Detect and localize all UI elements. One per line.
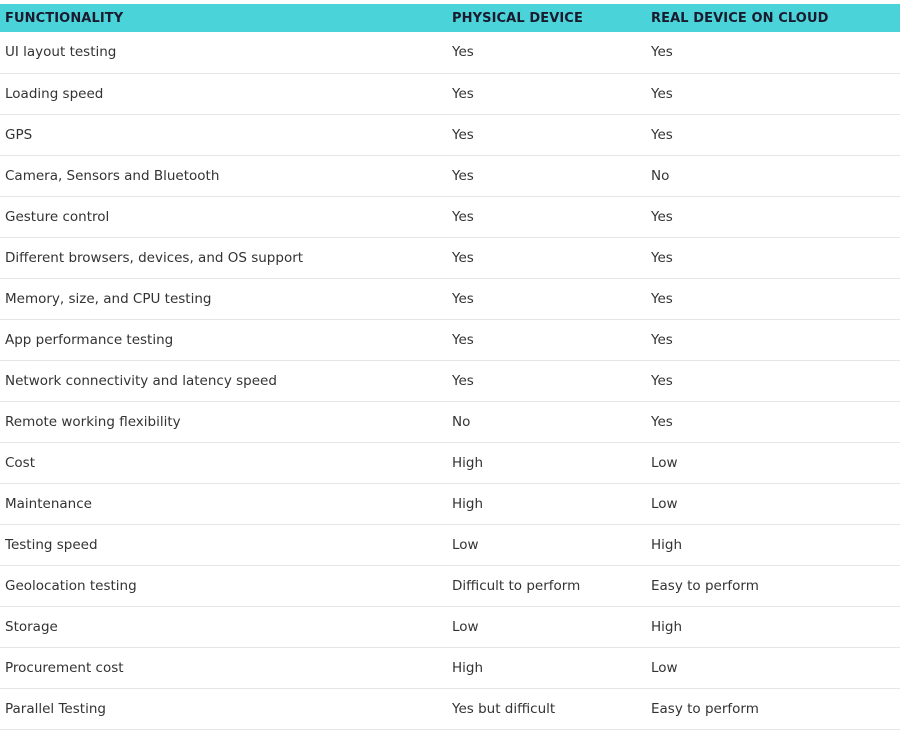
table-row — [0, 360, 900, 401]
physical-device-cell: Yes — [452, 290, 474, 307]
functionality-cell: Procurement cost — [5, 659, 124, 676]
physical-device-cell: Low — [452, 536, 479, 553]
cloud-device-cell: High — [651, 536, 683, 553]
header-real-device-on-cloud: REAL DEVICE ON CLOUD — [651, 10, 829, 26]
table-row — [0, 278, 900, 319]
physical-device-cell: No — [452, 413, 471, 430]
cloud-device-cell: Yes — [651, 249, 673, 266]
physical-device-cell: Difficult to perform — [452, 577, 581, 594]
functionality-cell: Gesture control — [5, 208, 110, 225]
table-row — [0, 32, 900, 73]
table-row — [0, 319, 900, 360]
functionality-cell: Storage — [5, 618, 58, 635]
header-physical-device: PHYSICAL DEVICE — [452, 10, 583, 26]
physical-device-cell: Yes — [452, 167, 474, 184]
cloud-device-cell: Low — [651, 454, 678, 471]
cloud-device-cell: Easy to perform — [651, 577, 759, 594]
table-row — [0, 647, 900, 688]
functionality-cell: App performance testing — [5, 331, 174, 348]
cloud-device-cell: Yes — [651, 331, 673, 348]
physical-device-cell: High — [452, 454, 484, 471]
functionality-cell: Memory, size, and CPU testing — [5, 290, 212, 307]
physical-device-cell: Yes — [452, 372, 474, 389]
cloud-device-cell: Yes — [651, 126, 673, 143]
cloud-device-cell: Yes — [651, 372, 673, 389]
functionality-cell: Geolocation testing — [5, 577, 137, 594]
table-row — [0, 483, 900, 524]
comparison-table — [0, 4, 900, 730]
cloud-device-cell: Low — [651, 495, 678, 512]
physical-device-cell: High — [452, 659, 484, 676]
table-header — [0, 4, 900, 32]
cloud-device-cell: Yes — [651, 44, 673, 61]
table-row — [0, 524, 900, 565]
functionality-cell: UI layout testing — [5, 44, 117, 61]
physical-device-cell: Yes — [452, 126, 474, 143]
functionality-cell: Camera, Sensors and Bluetooth — [5, 167, 220, 184]
functionality-cell: Network connectivity and latency speed — [5, 372, 277, 389]
cloud-device-cell: Low — [651, 659, 678, 676]
table-row — [0, 237, 900, 278]
physical-device-cell: Yes — [452, 331, 474, 348]
physical-device-cell: High — [452, 495, 484, 512]
functionality-cell: GPS — [5, 126, 33, 143]
table-body — [0, 32, 900, 729]
cloud-device-cell: Yes — [651, 208, 673, 225]
cloud-device-cell: Easy to perform — [651, 700, 759, 717]
physical-device-cell: Low — [452, 618, 479, 635]
functionality-cell: Testing speed — [5, 536, 98, 553]
cloud-device-cell: No — [651, 167, 670, 184]
functionality-cell: Cost — [5, 454, 36, 471]
functionality-cell: Maintenance — [5, 495, 92, 512]
cloud-device-cell: High — [651, 618, 683, 635]
table-row — [0, 565, 900, 606]
functionality-cell: Parallel Testing — [5, 700, 106, 717]
table-row — [0, 442, 900, 483]
physical-device-cell: Yes — [452, 249, 474, 266]
table-row — [0, 196, 900, 237]
physical-device-cell: Yes but difficult — [452, 700, 556, 717]
physical-device-cell: Yes — [452, 44, 474, 61]
cloud-device-cell: Yes — [651, 290, 673, 307]
physical-device-cell: Yes — [452, 85, 474, 102]
functionality-cell: Remote working flexibility — [5, 413, 181, 430]
comparison-table-container — [0, 4, 900, 730]
cloud-device-cell: Yes — [651, 85, 673, 102]
header-functionality: FUNCTIONALITY — [5, 10, 124, 26]
table-row — [0, 114, 900, 155]
table-row — [0, 401, 900, 442]
cloud-device-cell: Yes — [651, 413, 673, 430]
table-row — [0, 606, 900, 647]
table-header-row — [0, 4, 900, 32]
table-row — [0, 688, 900, 729]
functionality-cell: Loading speed — [5, 85, 104, 102]
physical-device-cell: Yes — [452, 208, 474, 225]
functionality-cell: Different browsers, devices, and OS support — [5, 249, 304, 266]
table-row — [0, 155, 900, 196]
table-row — [0, 73, 900, 114]
